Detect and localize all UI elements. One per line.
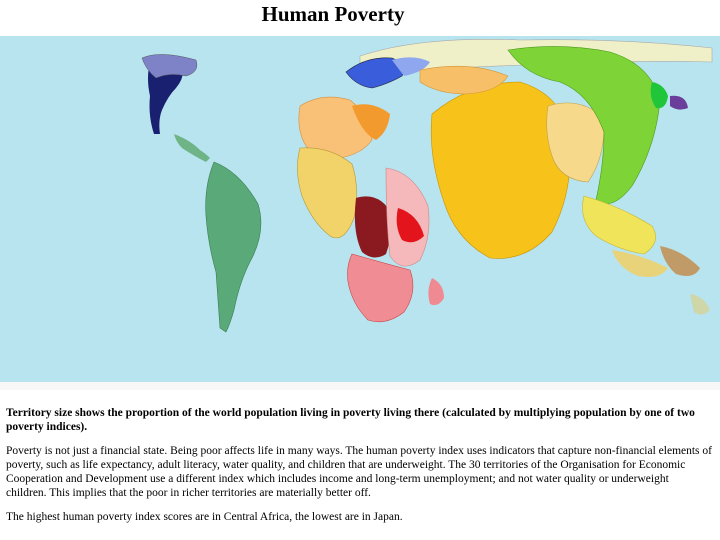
caption [6, 406, 712, 534]
caption-footer: The highest human poverty index scores are in Central Africa, the lowest are in Japan. [6, 511, 403, 523]
caption-lead: Territory size shows the proportion of the world population living in poverty living there (calculated by multiplying population by one of two poverty indices). [6, 407, 695, 433]
caption-body: Poverty is not just a financial state. Being poor affects life in many ways. The human poverty index uses indicators that capture non-financial elements of poverty, such as life expectancy, adult literacy, water quality, and children that are underweight. The 30 territories of the Organisation for Economic Cooperation and Development use a different index which includes income and long-term unemployment; and not water quality or underweight children. This implies that the poor in richer territories are materially better off. [6, 445, 712, 499]
antarctica [0, 382, 720, 390]
cartogram-map [0, 36, 720, 390]
map-title: Human Poverty [261, 2, 405, 26]
